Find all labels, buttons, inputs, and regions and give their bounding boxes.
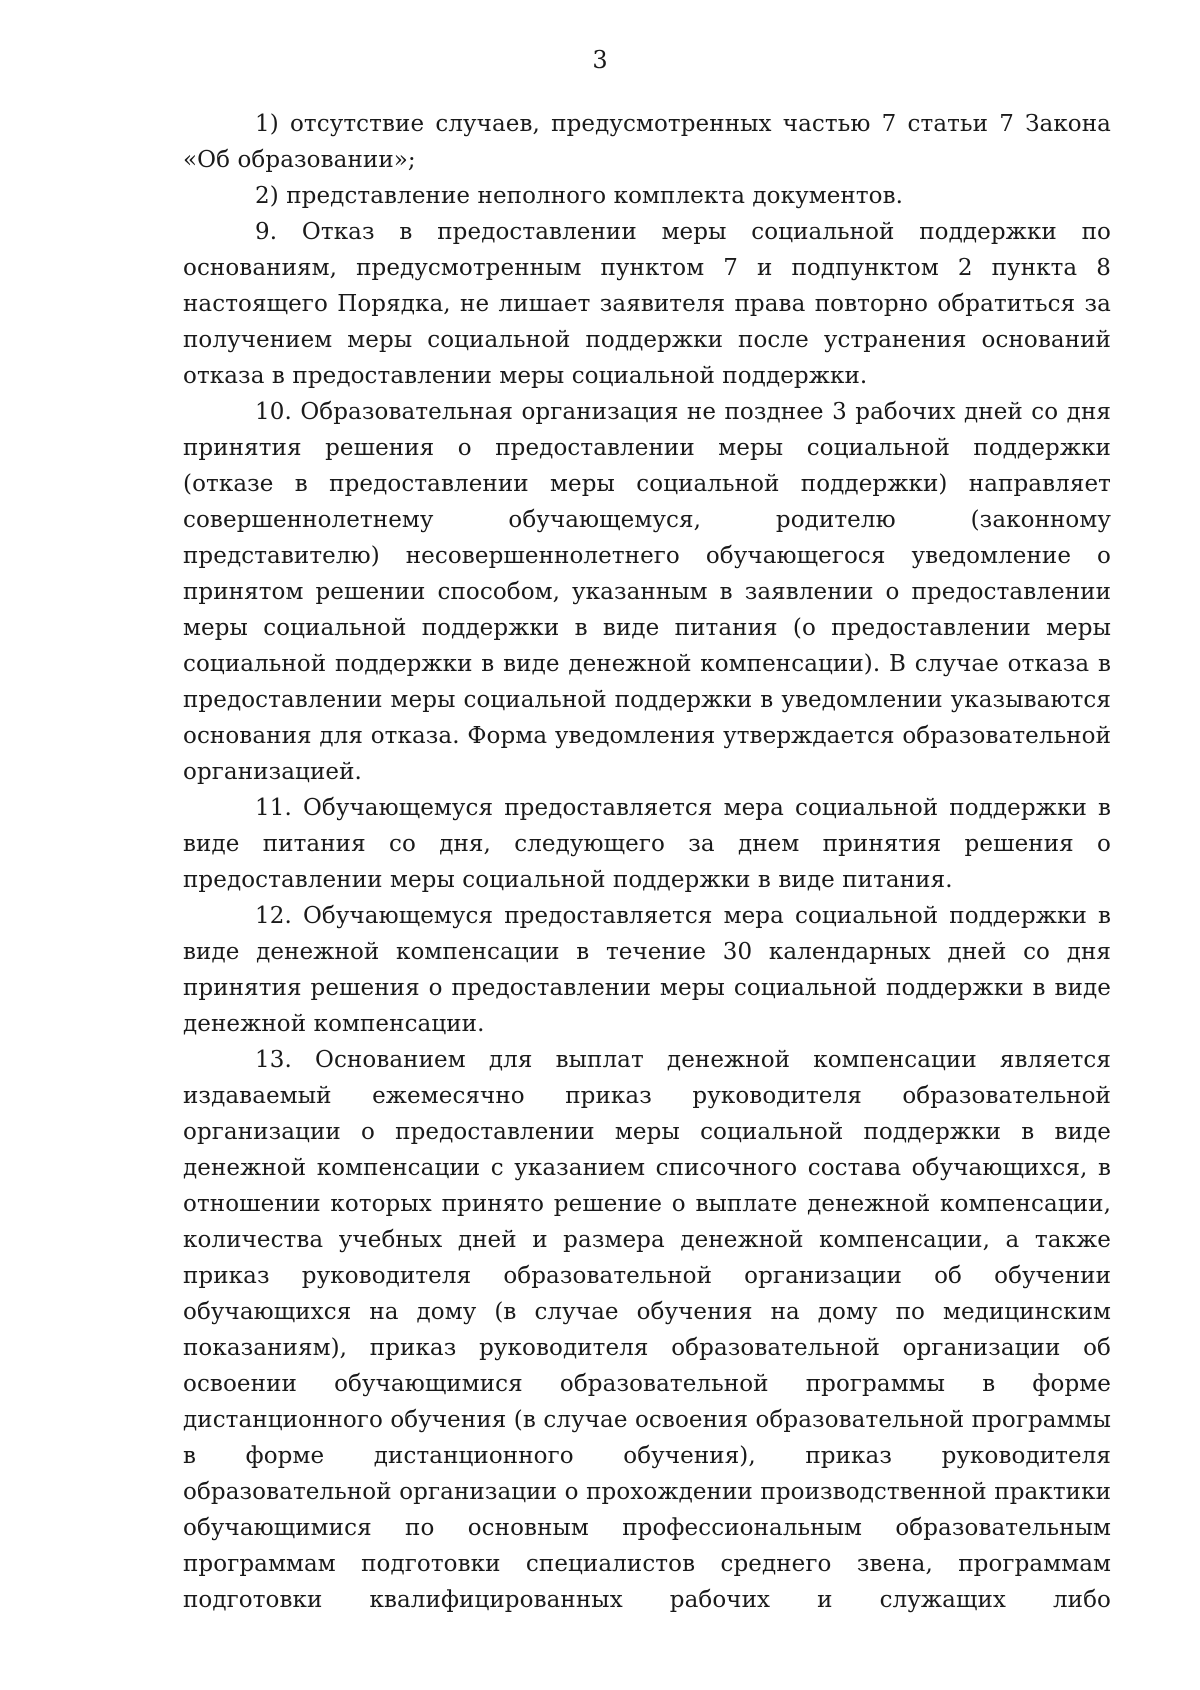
paragraph-13: 13. Основанием для выплат денежной компенсации является издаваемый ежемесячно приказ руководителя образовательной организации о предоставлении меры социальной поддержки в виде денежной компенсации с указанием списочного состава обучающихся, в отношении которых принято решение о выплате денежной компенсации, количества учебных дней и размера денежной компенсации, а также приказ руководителя образовательной организации об обучении обучающихся на дому (в случае обучения на дому по медицинским показаниям), приказ руководителя образовательной организации об освоении обучающимися образовательной программы в форме дистанционного обучения (в случае освоения образовательной программы в форме дистанционного обучения), приказ руководителя образовательной организации о прохождении производственной практики обучающимися по основным профессиональным образовательным программам подготовки специалистов среднего звена, программам подготовки квалифицированных рабочих и служащих либо — [183, 1047, 1111, 1613]
paragraph-item-1: 1) отсутствие случаев, предусмотренных частью 7 статьи 7 Закона «Об образовании»; — [183, 111, 1111, 173]
paragraph-item-2: 2) представление неполного комплекта документов. — [255, 183, 904, 209]
paragraph-11: 11. Обучающемуся предоставляется мера социальной поддержки в виде питания со дня, следующего за днем принятия решения о предоставлении меры социальной поддержки в виде питания. — [183, 795, 1111, 893]
paragraph-9: 9. Отказ в предоставлении меры социальной поддержки по основаниям, предусмотренным пунктом 7 и подпунктом 2 пункта 8 настоящего Порядка, не лишает заявителя права повторно обратиться за получением меры социальной поддержки после устранения оснований отказа в предоставлении меры социальной поддержки. — [183, 219, 1111, 389]
page-number: 3 — [592, 46, 608, 74]
paragraph-12: 12. Обучающемуся предоставляется мера социальной поддержки в виде денежной компенсации в течение 30 календарных дней со дня принятия решения о предоставлении меры социальной поддержки в виде денежной компенсации. — [183, 903, 1111, 1037]
document-body — [183, 106, 1111, 1618]
paragraph-10: 10. Образовательная организация не позднее 3 рабочих дней со дня принятия решения о предоставлении меры социальной поддержки (отказе в предоставлении меры социальной поддержки) направляет совершеннолетнему обучающемуся, родителю (законному представителю) несовершеннолетнего обучающегося уведомление о принятом решении способом, указанным в заявлении о предоставлении меры социальной поддержки в виде питания (о предоставлении меры социальной поддержки в виде денежной компенсации). В случае отказа в предоставлении меры социальной поддержки в уведомлении указываются основания для отказа. Форма уведомления утверждается образовательной организацией. — [183, 399, 1111, 785]
